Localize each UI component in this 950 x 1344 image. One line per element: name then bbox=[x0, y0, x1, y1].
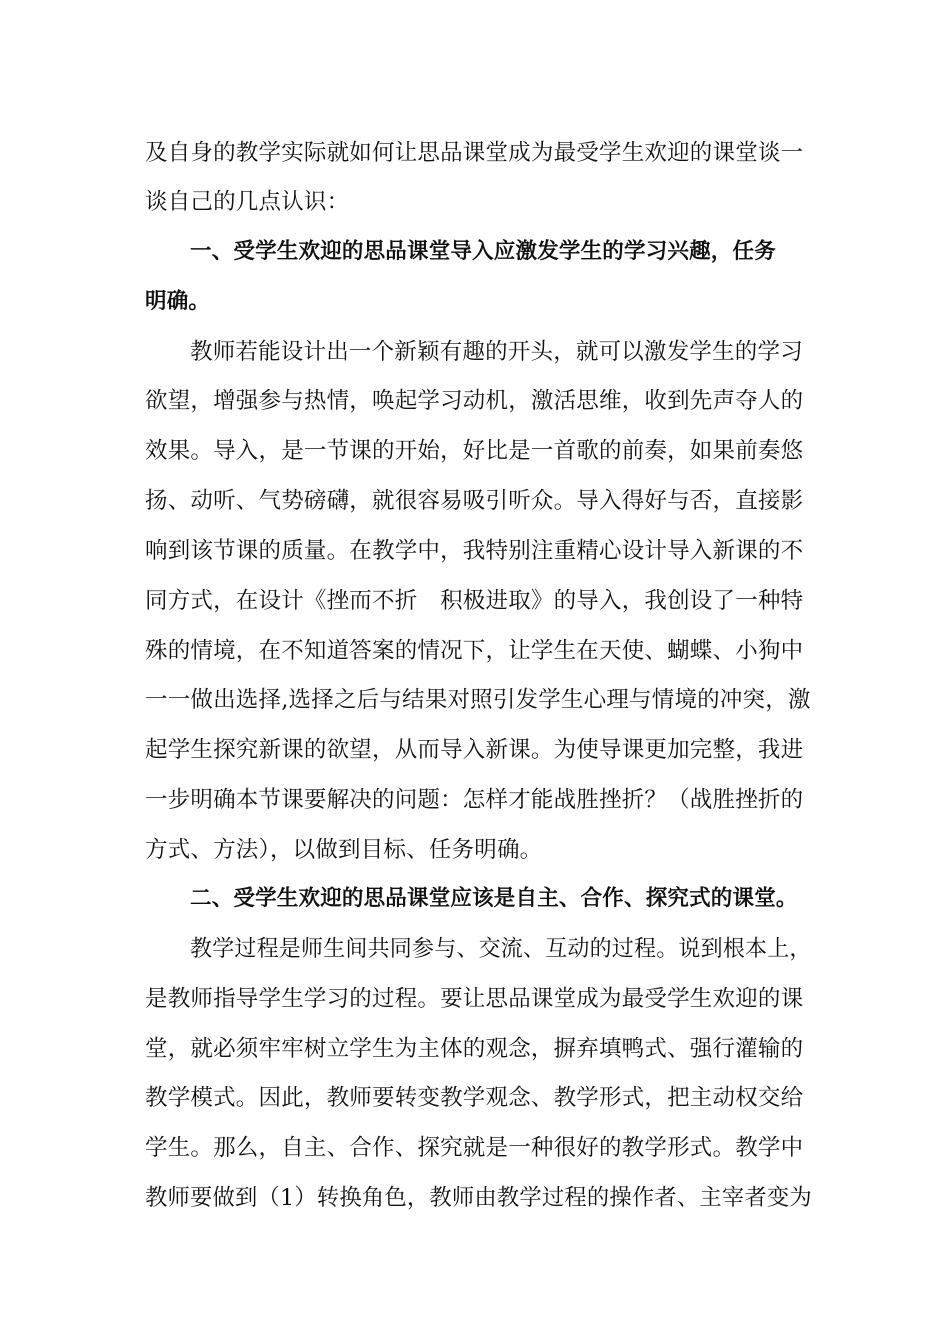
text-line: 及自身的教学实际就如何让思品课堂成为最受学生欢迎的课堂谈一 bbox=[145, 140, 804, 166]
paragraph-first-line: 教学过程是师生间共同参与、交流、互动的过程。说到根本上， bbox=[190, 936, 812, 962]
text-line: 扬、动听、气势磅礴，就很容易吸引听众。导入得好与否，直接影 bbox=[145, 488, 804, 514]
paragraph-first-line: 教师若能设计出一个新颖有趣的开头，就可以激发学生的学习 bbox=[190, 339, 803, 365]
text-line: 一步明确本节课要解决的问题：怎样才能战胜挫折？（战胜挫折的 bbox=[145, 787, 804, 813]
text-line: 一一做出选择,选择之后与结果对照引发学生心理与情境的冲突，激 bbox=[145, 687, 811, 713]
text-line: 谈自己的几点认识： bbox=[145, 189, 350, 215]
text-line: 欲望，增强参与热情，唤起学习动机，激活思维，收到先声夺人的 bbox=[145, 388, 804, 414]
text-line: 是教师指导学生学习的过程。要让思品课堂成为最受学生欢迎的课 bbox=[145, 986, 804, 1012]
text-line: 效果。导入，是一节课的开始，好比是一首歌的前奏，如果前奏悠 bbox=[145, 438, 804, 464]
text-line: 殊的情境，在不知道答案的情况下，让学生在天使、蝴蝶、小狗中 bbox=[145, 638, 804, 664]
section-heading: 二、受学生欢迎的思品课堂应该是自主、合作、探究式的课堂。 bbox=[190, 886, 798, 911]
text-line: 起学生探究新课的欲望，从而导入新课。为使导课更加完整，我进 bbox=[145, 737, 804, 763]
text-line: 响到该节课的质量。在教学中，我特别注重精心设计导入新课的不 bbox=[145, 538, 804, 564]
text-line: 方式、方法），以做到目标、任务明确。 bbox=[145, 837, 543, 863]
text-line: 教学模式。因此，教师要转变教学观念、教学形式，把主动权交给 bbox=[145, 1085, 804, 1111]
text-line: 堂，就必须牢牢树立学生为主体的观念，摒弃填鸭式、强行灌输的 bbox=[145, 1036, 804, 1062]
text-line: 学生。那么，自主、合作、探究就是一种很好的教学形式。教学中 bbox=[145, 1135, 804, 1161]
text-line: 教师要做到（1）转换角色，教师由教学过程的操作者、主宰者变为 bbox=[145, 1185, 812, 1211]
section-heading: 一、受学生欢迎的思品课堂导入应激发学生的学习兴趣，任务 bbox=[190, 239, 776, 264]
section-heading-continued: 明确。 bbox=[145, 289, 211, 314]
text-line: 同方式，在设计《挫而不折 积极进取》的导入，我创设了一种特 bbox=[145, 588, 804, 614]
